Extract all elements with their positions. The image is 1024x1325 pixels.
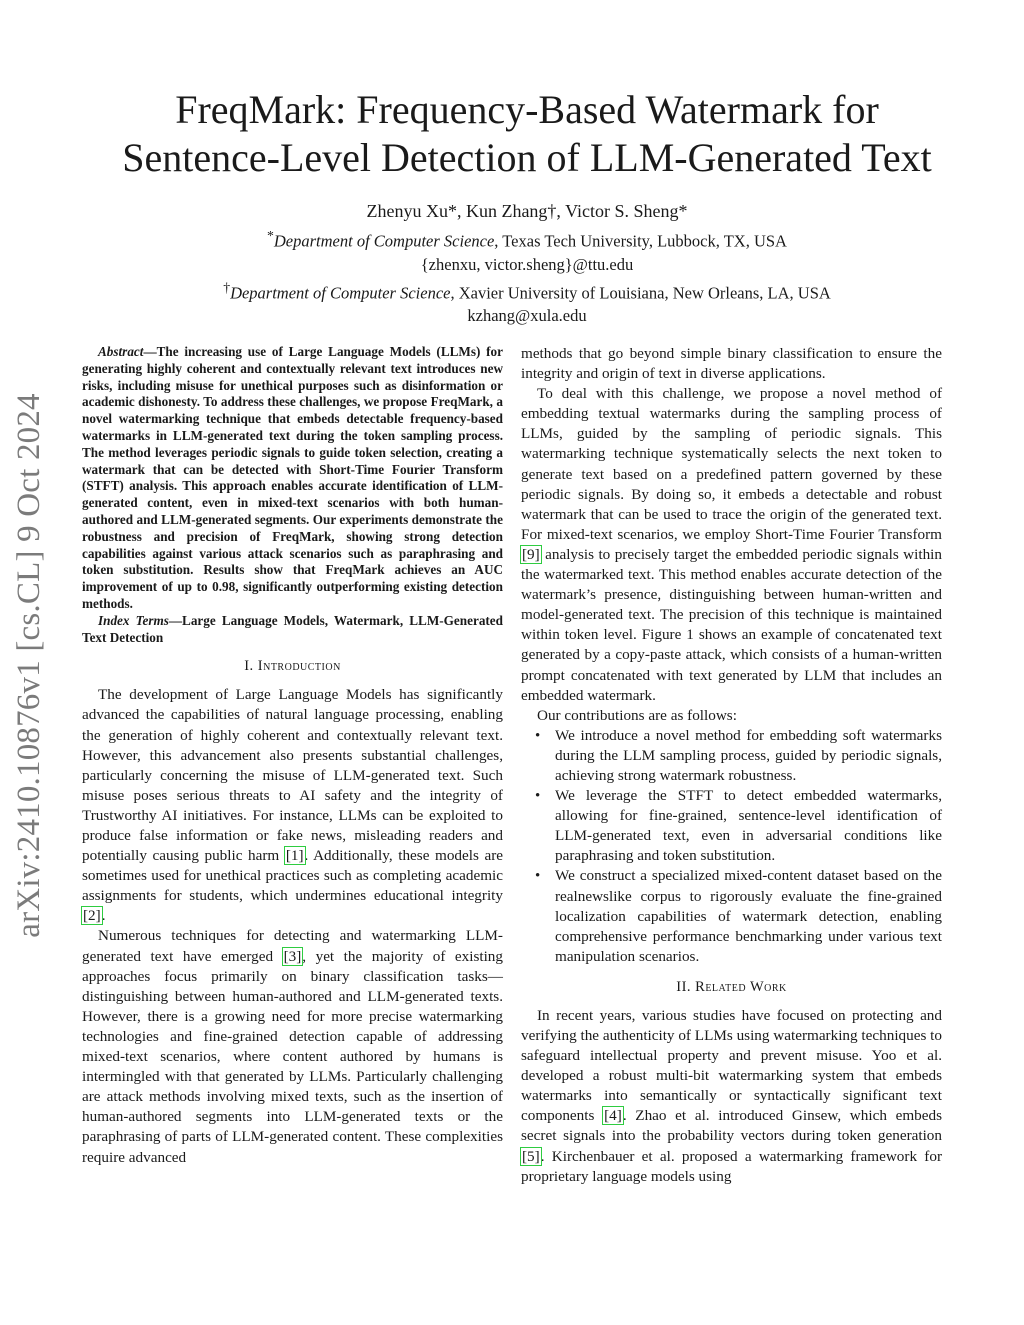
abstract-text: —The increasing use of Large Language Models (LLMs) for generating highly coherent and contextually relevant text introduces new risks, including misuse for unethical purposes such as disinformation or academic dishonesty. To address these challenges, we propose FreqMark, a novel watermarking technique that embeds detectable frequency-based watermarks in LLM-generated text during the token sampling process. The method leverages periodic signals to guide token selection, creating a watermark that can be detected with Short-Time Fourier Transform (STFT) analysis. This approach enables accurate identification of LLM-generated content, even in mixed-text scenarios with both human-authored and LLM-generated segments. Our experiments demonstrate the robustness and precision of FreqMark, showing strong detection capabilities against various attack scenarios such as paraphrasing and token substitution. Results show that FreqMark achieves an AUC improvement of up to 0.98, significantly outperforming existing detection methods. — [82, 344, 503, 611]
bullet-icon: • — [535, 868, 541, 885]
citation-1[interactable]: [1] — [285, 847, 304, 865]
intro-paragraph-2 — [82, 926, 503, 1167]
section-heading-related-work: II. Related Work — [676, 978, 787, 995]
affiliation-1-dept: Department of Computer Science — [273, 231, 495, 251]
related-p1-text-c: . Kirchenbauer et al. proposed a watermarking framework for proprietary language models using — [521, 1147, 942, 1185]
intro-paragraph-4 — [521, 384, 942, 706]
citation-4[interactable]: [4] — [604, 1107, 622, 1125]
abstract — [82, 344, 503, 613]
intro-p1-text-c: . — [101, 907, 106, 925]
intro-p1-text-a: The development of Large Language Models has significantly advanced the capabilities of natural language processing, enabling the generation of highly coherent and contextually relevant text. However, this advancement also presents substantial challenges, particularly concerning the misuse of LLM-generated text. Such misuse poses serious threats to AI safety and the integrity of Trustworthy AI initiatives. For instance, LLMs can be exploited to produce false information or fake news, misleading readers and potentially causing public harm — [82, 686, 503, 865]
bullet-icon: • — [535, 727, 541, 744]
list-item — [521, 786, 942, 866]
affiliation-1-email: {zhenxu, victor.sheng}@ttu.edu — [420, 254, 634, 274]
related-work-paragraph-1 — [521, 1006, 942, 1187]
contributions-list — [521, 726, 942, 967]
section-heading-introduction: I. Introduction — [244, 658, 341, 675]
intro-p2-text-a: Numerous techniques for detecting and watermarking LLM-generated text have emerged — [82, 927, 503, 965]
affiliation-2 — [60, 276, 994, 305]
intro-p2-text-b: , yet the majority of existing approaches focus primarily on binary classification tasks—distinguishing between human-authored and LLM-generated texts. However, there is a growing need for more precise watermarking technologies and fine-grained detection capable of addressing mixed-text scenarios, where content authored by humans is intermingled with that generated by LLMs. Particularly challenging are attack methods involving mixed texts, such as the insertion of human-authored segments into LLM-generated texts or the paraphrasing of parts of LLM-generated content. These complexities require advanced — [82, 947, 503, 1166]
citation-9[interactable]: [9] — [522, 545, 540, 563]
author-names: Zhenyu Xu*, Kun Zhang†, Victor S. Sheng* — [366, 201, 688, 221]
arxiv-stamp-text: arXiv:2410.10876v1 [cs.CL] 9 Oct 2024 — [11, 393, 47, 938]
left-column — [82, 344, 503, 1168]
citation-5[interactable]: [5] — [522, 1147, 540, 1165]
contribution-1: We introduce a novel method for embedding soft watermarks during the LLM sampling process, guided by periodic signals, achieving strong watermark robustness. — [555, 726, 942, 784]
abstract-lead: Abstract — [98, 344, 144, 359]
bullet-icon: • — [535, 788, 541, 805]
index-terms — [82, 613, 503, 647]
index-terms-text: —Large Language Models, Watermark, LLM-Generated Text Detection — [82, 612, 503, 645]
affiliation-2-mark: † — [223, 279, 231, 295]
author-block — [60, 200, 994, 327]
index-terms-lead: Index Terms — [98, 612, 169, 628]
related-p1-text-a: In recent years, various studies have focused on protecting and verifying the authenticity of LLMs using watermarking techniques to safeguard intellectual property and prevent misuse. Yoo et al. developed a robust multi-bit watermarking system that embeds watermarks into semantically or syntactically significant text components — [521, 1006, 942, 1125]
citation-2[interactable]: [2] — [83, 907, 101, 925]
intro-p1-text-b: . Additionally, these models are sometimes used for unethical practices such as completing academic assignments for students, which undermines educational integrity — [82, 847, 503, 905]
title-line-2: Sentence-Level Detection of LLM-Generated Text — [122, 135, 932, 180]
arxiv-stamp — [2, 368, 57, 963]
related-p1-text-b: . Zhao et al. introduced Ginsew, which embeds secret signals into the probability vectors during token generation — [521, 1107, 942, 1145]
paper-title — [60, 86, 994, 182]
title-line-1: FreqMark: Frequency-Based Watermark for — [175, 87, 879, 132]
right-column — [521, 344, 942, 1187]
affiliation-1-mark: * — [267, 228, 274, 243]
affiliation-2-email: kzhang@xula.edu — [467, 306, 587, 325]
contribution-2: We leverage the STFT to detect embedded watermarks, allowing for fine-grained, sentence-level identification of LLM-generated text, even in adversarial conditions like paraphrasing and token substitution. — [555, 787, 942, 865]
affiliation-1-rest: , Texas Tech University, Lubbock, TX, USA — [494, 231, 787, 251]
affiliation-2-rest: , Xavier University of Louisiana, New Orleans, LA, USA — [450, 283, 831, 302]
intro-paragraph-1 — [82, 685, 503, 926]
contribution-3: We construct a specialized mixed-content dataset based on the realnewslike corpus to rigorously evaluate the fine-grained localization capabilities of watermark detection, enabling comprehensive performance benchmarking under various text manipulation scenarios. — [555, 867, 942, 965]
list-item — [521, 866, 942, 966]
intro-p4-text-a: To deal with this challenge, we propose a novel method of embedding textual watermarks during the sampling process of LLMs, guided by the sampling of periodic signals. This watermarking technique systematically selects the next token to generate text based on a predefined pattern governed by these periodic signals. By doing so, it embeds a detectable and robust watermark that can be used to trace the origin of the generated text. For mixed-text scenarios, we employ Short-Time Fourier Transform — [521, 385, 942, 543]
intro-paragraph-3: methods that go beyond simple binary classification to ensure the integrity and origin of text in diverse applications. — [521, 345, 942, 383]
intro-p4-text-b: analysis to precisely target the embedded periodic signals within the watermarked text. This method enables accurate detection of the watermark’s presence, distinguishing between human-written and model-generated text. The precision of this technique is maintained within token level. Figure 1 shows an example of concatenated text generated by a copy-paste attack, which consists of a human-written prompt concatenated with text generated by LLM that includes an embedded watermark. — [521, 545, 942, 704]
list-item — [521, 726, 942, 786]
affiliation-2-dept: Department of Computer Science — [230, 283, 451, 302]
citation-3[interactable]: [3] — [283, 947, 302, 965]
contributions-intro: Our contributions are as follows: — [537, 706, 737, 724]
affiliation-1 — [60, 224, 994, 253]
